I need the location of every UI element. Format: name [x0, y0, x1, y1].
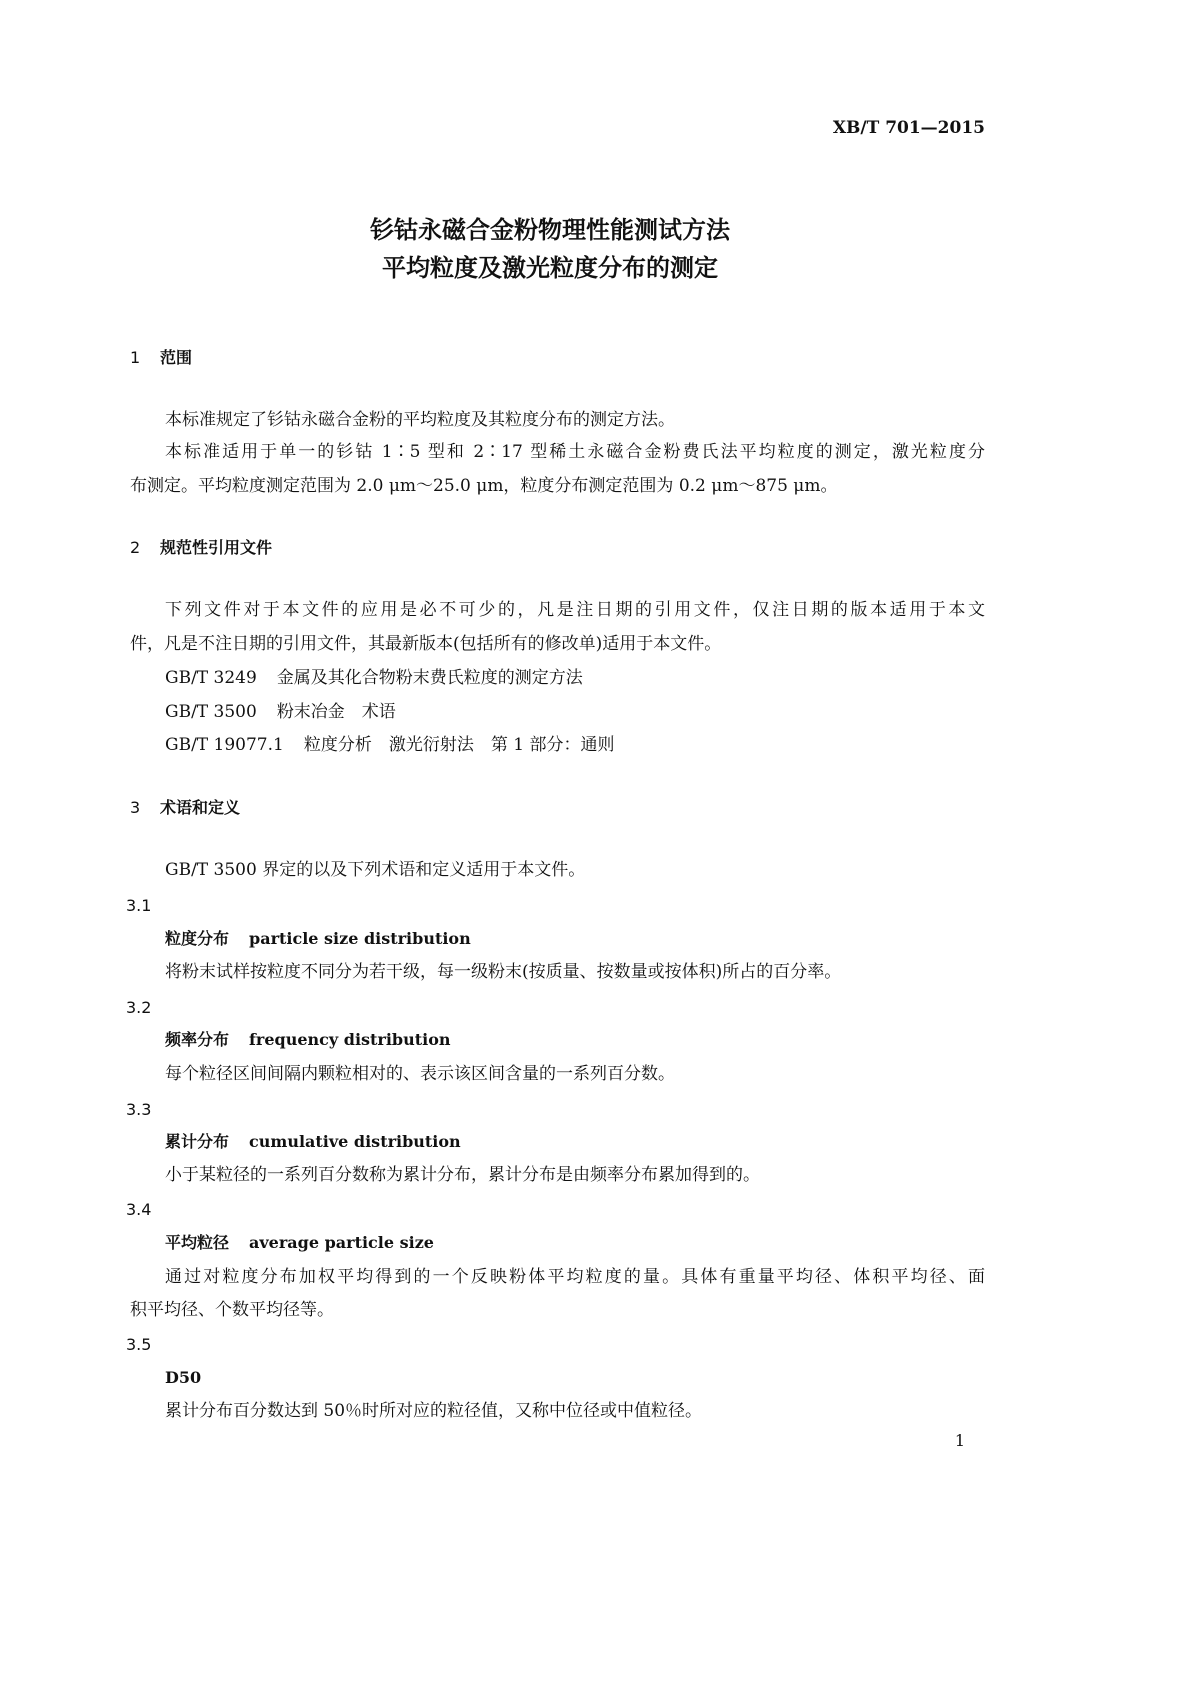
reference-code: GB/T 19077.1 — [165, 735, 284, 755]
term-heading — [165, 1232, 434, 1254]
reference-item — [165, 734, 614, 756]
reference-code: GB/T 3500 — [165, 702, 257, 722]
term-definition: 将粉末试样按粒度不同分为若干级，每一级粉末(按质量、按数量或按体积)所占的百分率。 — [165, 962, 842, 982]
term-zh: 频率分布 — [165, 1030, 230, 1049]
paragraph: 本标准适用于单一的钐钴 1∶5 型和 2∶17 型稀土永磁合金粉费氏法平均粒度的测定，激光粒度分 — [165, 442, 985, 462]
reference-item — [165, 667, 583, 689]
term-en: particle size distribution — [249, 929, 471, 948]
term-en: cumulative distribution — [249, 1132, 461, 1151]
term-heading — [165, 928, 471, 950]
standard-code: XB/T 701—2015 — [832, 118, 985, 138]
clause-number: 3.1 — [126, 896, 152, 915]
section-1-heading — [130, 347, 192, 369]
term-zh: 平均粒径 — [165, 1233, 230, 1252]
section-title: 术语和定义 — [160, 798, 241, 817]
reference-title: 粒度分析 激光衍射法 第 1 部分：通则 — [303, 735, 615, 755]
clause-number: 3.3 — [126, 1100, 152, 1119]
title-line-1: 钐钴永磁合金粉物理性能测试方法 — [370, 216, 730, 244]
term-definition: 小于某粒径的一系列百分数称为累计分布，累计分布是由频率分布累加得到的。 — [165, 1165, 760, 1185]
term-definition: 积平均径、个数平均径等。 — [130, 1300, 334, 1320]
section-title: 规范性引用文件 — [160, 538, 273, 557]
section-title: 范围 — [160, 348, 193, 367]
term-en: average particle size — [249, 1233, 434, 1252]
reference-item — [165, 701, 396, 723]
term-en: D50 — [165, 1368, 202, 1387]
section-3-heading — [130, 797, 240, 819]
reference-code: GB/T 3249 — [165, 668, 257, 688]
term-definition: 通过对粒度分布加权平均得到的一个反映粉体平均粒度的量。具体有重量平均径、体积平均径、面 — [165, 1267, 985, 1287]
paragraph: GB/T 3500 界定的以及下列术语和定义适用于本文件。 — [165, 860, 586, 880]
page-number: 1 — [954, 1431, 965, 1450]
paragraph: 本标准规定了钐钴永磁合金粉的平均粒度及其粒度分布的测定方法。 — [165, 410, 675, 430]
term-en: frequency distribution — [249, 1030, 451, 1049]
term-heading — [165, 1029, 451, 1051]
section-number: 3 — [130, 798, 141, 817]
paragraph: 件，凡是不注日期的引用文件，其最新版本(包括所有的修改单)适用于本文件。 — [130, 634, 722, 654]
term-heading — [165, 1131, 461, 1153]
paragraph: 下列文件对于本文件的应用是必不可少的，凡是注日期的引用文件，仅注日期的版本适用于本文 — [165, 600, 985, 620]
title-line-2: 平均粒度及激光粒度分布的测定 — [382, 254, 718, 282]
section-number: 1 — [130, 348, 141, 367]
clause-number: 3.2 — [126, 998, 152, 1017]
term-definition: 每个粒径区间间隔内颗粒相对的、表示该区间含量的一系列百分数。 — [165, 1064, 675, 1084]
reference-title: 金属及其化合物粉末费氏粒度的测定方法 — [276, 668, 583, 688]
term-heading — [165, 1367, 201, 1389]
clause-number: 3.5 — [126, 1335, 152, 1354]
paragraph: 布测定。平均粒度测定范围为 2.0 μm～25.0 μm，粒度分布测定范围为 0.2 μm～875 μm。 — [130, 476, 838, 496]
clause-number: 3.4 — [126, 1200, 152, 1219]
reference-title: 粉末冶金 术语 — [276, 702, 396, 722]
term-zh: 累计分布 — [165, 1132, 230, 1151]
section-number: 2 — [130, 538, 141, 557]
section-2-heading — [130, 537, 272, 559]
term-definition: 累计分布百分数达到 50％时所对应的粒径值，又称中位径或中值粒径。 — [165, 1401, 703, 1421]
term-zh: 粒度分布 — [165, 929, 230, 948]
